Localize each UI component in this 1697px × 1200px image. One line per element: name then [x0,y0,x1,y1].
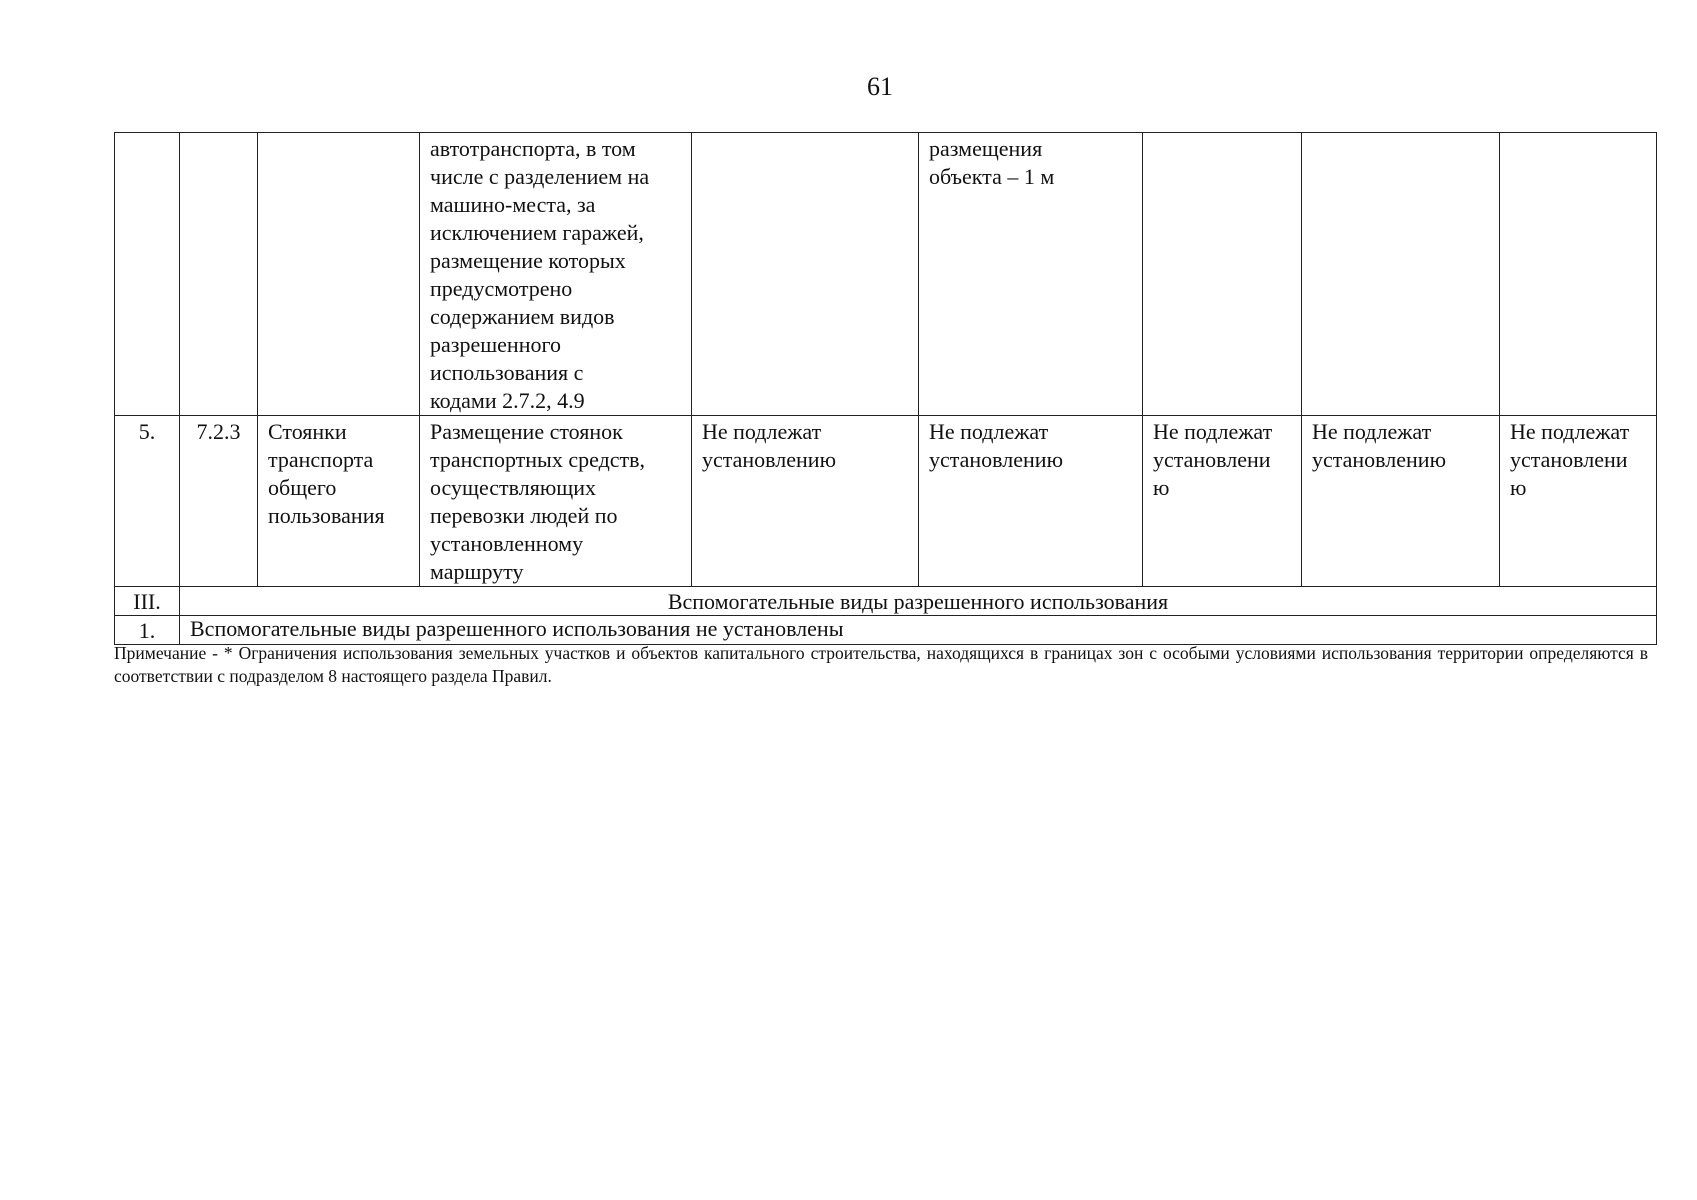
cell-name: Стоянки транспорта общего пользования [258,416,420,587]
section-header-row [115,587,1657,616]
cell-param-1 [692,133,919,416]
cell-param-4 [1302,133,1500,416]
cell-param-3 [1143,133,1302,416]
cell-param-3: Не подлежат установлени ю [1143,416,1302,587]
cell-text: Вспомогательные виды разрешенного использования не установлены [180,616,1657,645]
cell-param-2: размещения объекта – 1 м [919,133,1143,416]
table-row-5 [115,416,1657,587]
cell-code: 7.2.3 [180,416,258,587]
cell-param-1: Не подлежат установлению [692,416,919,587]
cell-num: 5. [115,416,180,587]
cell-num [115,133,180,416]
cell-code [180,133,258,416]
page-number: 61 [867,72,893,101]
cell-name [258,133,420,416]
cell-description: Размещение стоянок транспортных средств, осуществляющих перевозки людей по установленному маршруту [420,416,692,587]
section-title: Вспомогательные виды разрешенного использования [180,587,1657,616]
cell-param-5 [1500,133,1657,416]
section-row-1 [115,616,1657,645]
section-number: III. [115,587,180,616]
cell-param-2: Не подлежат установлению [919,416,1143,587]
cell-description: автотранспорта, в том числе с разделением на машино-места, за исключением гаражей, размещение которых предусмотрено содержанием видов разрешенного использования с кодами 2.7.2, 4.9 [420,133,692,416]
cell-num: 1. [115,616,180,645]
zoning-regulations-table [114,132,1657,645]
cell-param-5: Не подлежат установлени ю [1500,416,1657,587]
table-row-continued [115,133,1657,416]
footnote: Примечание - * Ограничения использования земельных участков и объектов капитального строительства, находящихся в границах зон с особыми условиями использования территории определяются в соответствии с подразделом 8 настоящего раздела Правил. [114,643,1648,686]
cell-param-4: Не подлежат установлению [1302,416,1500,587]
